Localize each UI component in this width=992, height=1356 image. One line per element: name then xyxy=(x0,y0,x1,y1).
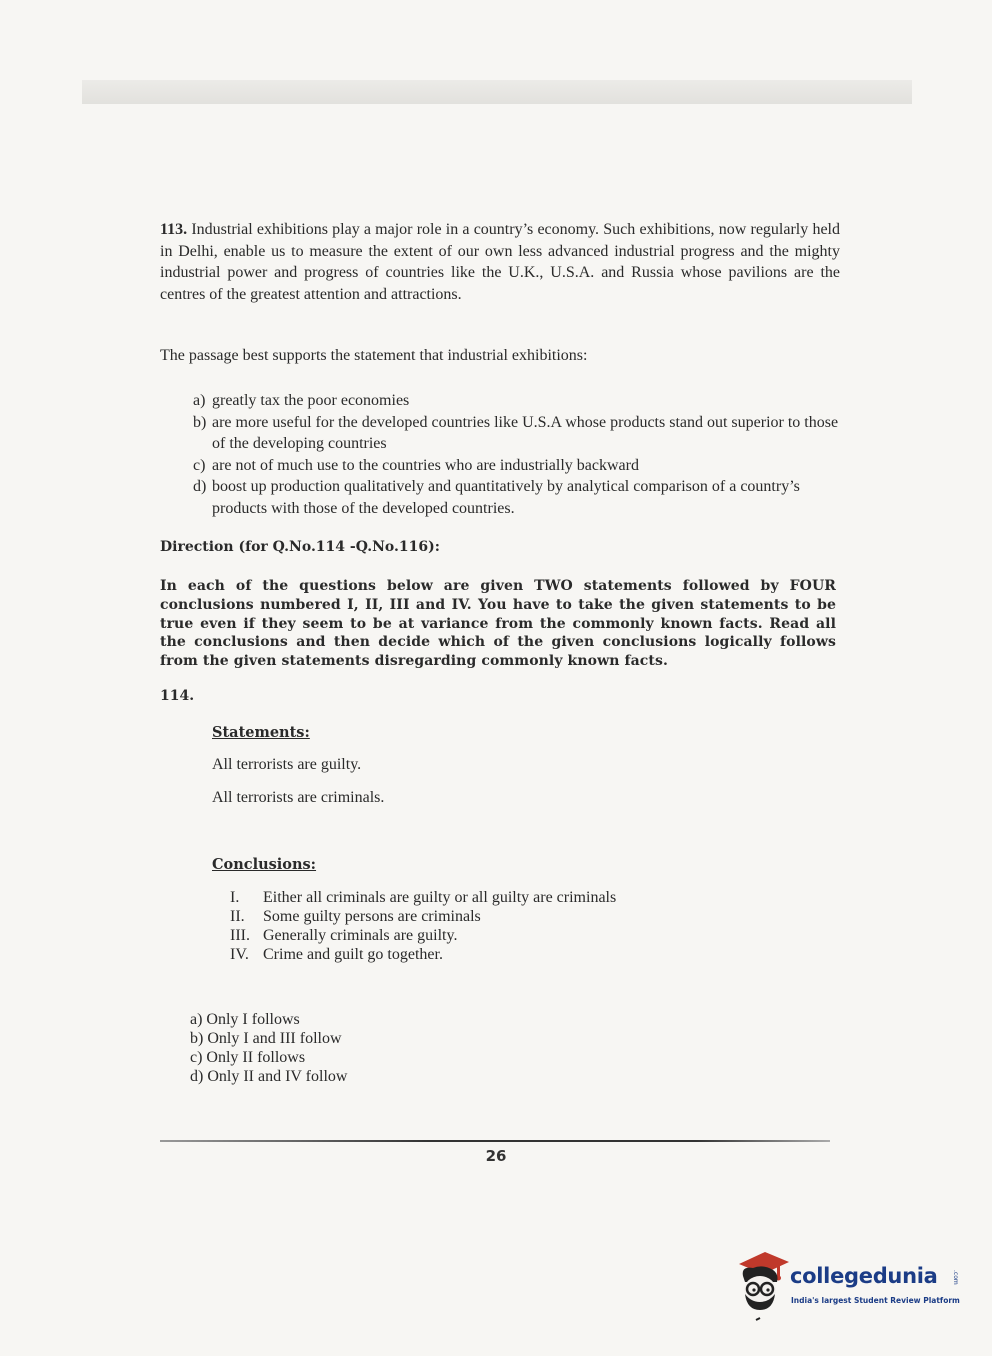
option-text: greatly tax the poor economies xyxy=(212,392,410,409)
option-label: a) xyxy=(193,392,206,409)
page-number: 26 xyxy=(485,1147,507,1165)
footer-rule xyxy=(160,1140,830,1142)
answer-choices xyxy=(190,1010,347,1086)
bleed-through-text xyxy=(610,198,614,220)
collegedunia-watermark xyxy=(733,1248,963,1328)
conclusion-item xyxy=(230,907,616,926)
statement-1: All terrorists are guilty. xyxy=(212,756,362,773)
conclusion-text: Some guilty persons are criminals xyxy=(263,908,481,925)
conclusion-item xyxy=(230,888,616,907)
question-113-options xyxy=(193,390,839,519)
passage-text: Industrial exhibitions play a major role in a country’s economy. Such exhibitions, now regularly held in Delhi, enable us to measure the extent of our own less advanced industrial progress and the mighty industrial power and progress of countries like the U.K., U.S.A. and Russia whose pavilions are the centres of the greatest attention and attractions. xyxy=(160,221,840,303)
conclusion-item xyxy=(230,945,616,964)
option-c xyxy=(193,455,839,477)
conclusions-list xyxy=(230,888,616,964)
brand-tld: .com xyxy=(952,1270,959,1285)
question-113-passage xyxy=(160,219,840,305)
option-text: are not of much use to the countries who are industrially backward xyxy=(212,456,639,474)
statements-heading: Statements: xyxy=(212,724,310,741)
brand-tagline: India's largest Student Review Platform xyxy=(791,1296,960,1305)
conclusion-text: Either all criminals are guilty or all guilty are criminals xyxy=(263,889,617,906)
option-text: are more useful for the developed countries like U.S.A whose products stand out superior to those of the developing countries xyxy=(212,413,839,452)
brand-name: collegedunia xyxy=(790,1264,938,1288)
conclusion-number: I. xyxy=(230,889,240,906)
option-label: b) xyxy=(193,413,207,431)
statement-2: All terrorists are criminals. xyxy=(212,789,385,806)
option-text: boost up production qualitatively and quantitatively by analytical comparison of a country’s products with those of the developed countries. xyxy=(212,478,800,517)
answer-b: b) Only I and III follow xyxy=(190,1030,342,1047)
answer-a: a) Only I follows xyxy=(190,1011,300,1028)
option-label: c) xyxy=(193,456,206,474)
conclusions-heading: Conclusions: xyxy=(212,856,317,873)
answer-c: c) Only II follows xyxy=(190,1049,306,1066)
conclusion-number: III. xyxy=(230,927,250,944)
option-a xyxy=(193,390,839,412)
question-113-stem: The passage best supports the statement that industrial exhibitions: xyxy=(160,347,588,364)
conclusion-text: Generally criminals are guilty. xyxy=(263,927,458,944)
option-label: d) xyxy=(193,478,207,495)
mascot-icon xyxy=(733,1248,793,1326)
option-d xyxy=(193,476,839,519)
scan-header-band xyxy=(82,80,912,104)
direction-heading: Direction (for Q.No.114 -Q.No.116): xyxy=(160,539,440,555)
question-114-number: 114. xyxy=(160,688,195,704)
direction-instructions: In each of the questions below are given TWO statements followed by FOUR conclusions numbered I, II, III and IV. You have to take the given statements to be true even if they seem to be at variance from the commonly known facts. Read all the conclusions and then decide which of the given conclusions logically follows from the given statements disregarding commonly known facts. xyxy=(160,578,836,670)
answer-d: d) Only II and IV follow xyxy=(190,1068,348,1085)
option-b xyxy=(193,412,839,455)
conclusion-item xyxy=(230,926,616,945)
conclusion-number: II. xyxy=(230,908,245,925)
question-number: 113. xyxy=(160,221,188,238)
conclusion-number: IV. xyxy=(230,946,249,963)
conclusion-text: Crime and guilt go together. xyxy=(263,946,443,963)
